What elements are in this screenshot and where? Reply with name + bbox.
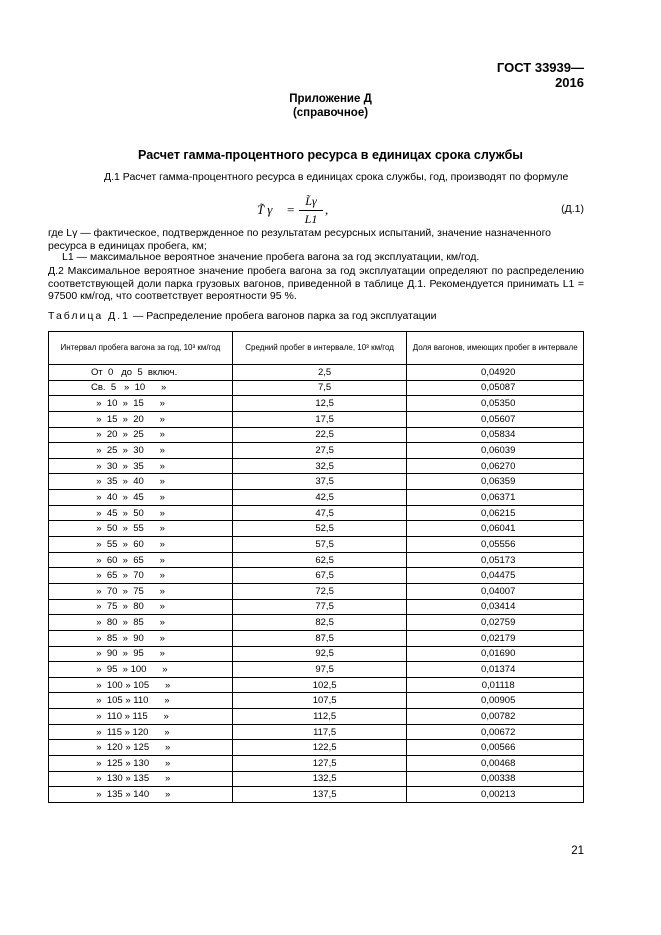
table-row — [49, 662, 584, 678]
table-row — [49, 443, 584, 459]
mean-mileage-cell: 132,5 — [232, 771, 407, 787]
share-cell: 0,00782 — [407, 709, 584, 725]
table-row — [49, 490, 584, 506]
mean-mileage-cell: 117,5 — [232, 724, 407, 740]
interval-cell: » 60 » 65 » — [49, 552, 233, 568]
mean-mileage-cell: 87,5 — [232, 630, 407, 646]
share-cell: 0,05556 — [407, 537, 584, 553]
mean-mileage-cell: 22,5 — [232, 427, 407, 443]
paragraph-d1: Д.1 Расчет гамма-процентного ресурса в единицах срока службы, год, производят по формуле — [104, 171, 569, 183]
interval-cell: » 35 » 40 » — [49, 474, 233, 490]
mean-mileage-cell: 82,5 — [232, 615, 407, 631]
interval-cell: » 135 » 140 » — [49, 787, 233, 803]
table-row — [49, 740, 584, 756]
share-cell: 0,00213 — [407, 787, 584, 803]
mean-mileage-cell: 17,5 — [232, 411, 407, 427]
mileage-distribution-table — [48, 331, 584, 803]
mean-mileage-cell: 112,5 — [232, 709, 407, 725]
table-caption — [48, 310, 584, 322]
share-cell: 0,00672 — [407, 724, 584, 740]
table-row — [49, 599, 584, 615]
formula-d1 — [257, 194, 347, 228]
table-row — [49, 646, 584, 662]
share-cell: 0,04007 — [407, 583, 584, 599]
interval-cell: От 0 до 5 включ. — [49, 365, 233, 381]
share-cell: 0,05350 — [407, 396, 584, 412]
table-row — [49, 787, 584, 803]
formula-number: (Д.1) — [561, 203, 584, 215]
share-cell: 0,03414 — [407, 599, 584, 615]
document-code: ГОСТ 33939—2016 — [496, 60, 584, 90]
mean-mileage-cell: 127,5 — [232, 756, 407, 772]
page-number: 21 — [571, 845, 584, 857]
share-cell: 0,01118 — [407, 677, 584, 693]
table-row — [49, 521, 584, 537]
interval-cell: » 105 » 110 » — [49, 693, 233, 709]
mean-mileage-cell: 42,5 — [232, 490, 407, 506]
interval-cell: » 15 » 20 » — [49, 411, 233, 427]
interval-cell: » 65 » 70 » — [49, 568, 233, 584]
table-row — [49, 709, 584, 725]
table-row — [49, 724, 584, 740]
mean-mileage-cell: 92,5 — [232, 646, 407, 662]
table-row — [49, 771, 584, 787]
interval-cell: » 85 » 90 » — [49, 630, 233, 646]
mean-mileage-cell: 107,5 — [232, 693, 407, 709]
share-cell: 0,06039 — [407, 443, 584, 459]
formula-end: , — [325, 202, 329, 217]
mean-mileage-cell: 137,5 — [232, 787, 407, 803]
interval-cell: » 40 » 45 » — [49, 490, 233, 506]
formula-lhs: T̃ γ — [257, 202, 273, 217]
mean-mileage-cell: 7,5 — [232, 380, 407, 396]
table-row — [49, 756, 584, 772]
mean-mileage-cell: 52,5 — [232, 521, 407, 537]
share-cell: 0,06215 — [407, 505, 584, 521]
interval-cell: » 125 » 130 » — [49, 756, 233, 772]
table-row — [49, 427, 584, 443]
mean-mileage-cell: 77,5 — [232, 599, 407, 615]
table-row — [49, 583, 584, 599]
share-cell: 0,05607 — [407, 411, 584, 427]
share-cell: 0,06359 — [407, 474, 584, 490]
interval-cell: » 45 » 50 » — [49, 505, 233, 521]
mean-mileage-cell: 12,5 — [232, 396, 407, 412]
fraction-bar — [299, 210, 323, 211]
share-cell: 0,02759 — [407, 615, 584, 631]
share-cell: 0,05834 — [407, 427, 584, 443]
mean-mileage-cell: 97,5 — [232, 662, 407, 678]
interval-cell: » 55 » 60 » — [49, 537, 233, 553]
share-cell: 0,00338 — [407, 771, 584, 787]
definition-l-gamma: где Lγ — фактическое, подтвержденное по результатам ресурсных испытаний, значение назначенного ресурса в единицах пробега, км; — [48, 227, 552, 252]
interval-cell: » 70 » 75 » — [49, 583, 233, 599]
mean-mileage-cell: 102,5 — [232, 677, 407, 693]
table-caption-text: — Распределение пробега вагонов парка за год эксплуатации — [129, 310, 437, 322]
share-cell: 0,05087 — [407, 380, 584, 396]
annex-title: Приложение Д — [289, 93, 372, 105]
section-heading: Расчет гамма-процентного ресурса в единицах срока службы — [138, 148, 523, 162]
paragraph-d2: Д.2 Максимальное вероятное значение пробега вагона за год эксплуатации определяют по распределению соответствующей доли парка грузовых вагонов, приведенной в таблице Д.1. Рекомендуется принимать L1 = 97500 км/год, что соответствует вероятности 95 %. — [48, 265, 584, 302]
mean-mileage-cell: 2,5 — [232, 365, 407, 381]
interval-cell: » 90 » 95 » — [49, 646, 233, 662]
mean-mileage-cell: 72,5 — [232, 583, 407, 599]
share-cell: 0,04920 — [407, 365, 584, 381]
formula-denominator: L1 — [304, 212, 318, 226]
column-header-mean-mileage: Средний пробег в интервале, 10³ км/год — [232, 332, 407, 365]
interval-cell: » 120 » 125 » — [49, 740, 233, 756]
table-row — [49, 537, 584, 553]
table-row — [49, 615, 584, 631]
mean-mileage-cell: 27,5 — [232, 443, 407, 459]
mean-mileage-cell: 122,5 — [232, 740, 407, 756]
interval-cell: » 20 » 25 » — [49, 427, 233, 443]
share-cell: 0,00905 — [407, 693, 584, 709]
share-cell: 0,01374 — [407, 662, 584, 678]
mean-mileage-cell: 37,5 — [232, 474, 407, 490]
formula-equals: = — [287, 202, 295, 217]
table-row — [49, 474, 584, 490]
share-cell: 0,05173 — [407, 552, 584, 568]
interval-cell: » 130 » 135 » — [49, 771, 233, 787]
table-row — [49, 380, 584, 396]
share-cell: 0,06270 — [407, 458, 584, 474]
interval-cell: » 30 » 35 » — [49, 458, 233, 474]
interval-cell: » 110 » 115 » — [49, 709, 233, 725]
interval-cell: » 100 » 105 » — [49, 677, 233, 693]
mean-mileage-cell: 32,5 — [232, 458, 407, 474]
mean-mileage-cell: 57,5 — [232, 537, 407, 553]
table-row — [49, 411, 584, 427]
share-cell: 0,00566 — [407, 740, 584, 756]
interval-cell: » 115 » 120 » — [49, 724, 233, 740]
definition-l1: L1 — максимальное вероятное значение пробега вагона за год эксплуатации, км/год. — [62, 251, 480, 263]
share-cell: 0,04475 — [407, 568, 584, 584]
formula-numerator: L̃γ — [305, 194, 317, 208]
mean-mileage-cell: 62,5 — [232, 552, 407, 568]
share-cell: 0,01690 — [407, 646, 584, 662]
interval-cell: » 95 » 100 » — [49, 662, 233, 678]
interval-cell: Св. 5 » 10 » — [49, 380, 233, 396]
share-cell: 0,02179 — [407, 630, 584, 646]
share-cell: 0,00468 — [407, 756, 584, 772]
table-row — [49, 677, 584, 693]
interval-cell: » 10 » 15 » — [49, 396, 233, 412]
table-row — [49, 568, 584, 584]
mean-mileage-cell: 67,5 — [232, 568, 407, 584]
mean-mileage-cell: 47,5 — [232, 505, 407, 521]
interval-cell: » 50 » 55 » — [49, 521, 233, 537]
annex-subtitle: (справочное) — [292, 107, 369, 119]
interval-cell: » 80 » 85 » — [49, 615, 233, 631]
interval-cell: » 25 » 30 » — [49, 443, 233, 459]
table-row — [49, 693, 584, 709]
table-row — [49, 365, 584, 381]
table-row — [49, 630, 584, 646]
column-header-interval: Интервал пробега вагона за год, 10³ км/год — [49, 332, 233, 365]
column-header-share: Доля вагонов, имеющих пробег в интервале — [407, 332, 584, 365]
table-caption-prefix: Таблица Д.1 — [48, 310, 130, 322]
table-row — [49, 396, 584, 412]
table-row — [49, 505, 584, 521]
table-header-row — [49, 332, 584, 365]
share-cell: 0,06371 — [407, 490, 584, 506]
interval-cell: » 75 » 80 » — [49, 599, 233, 615]
table-row — [49, 458, 584, 474]
share-cell: 0,06041 — [407, 521, 584, 537]
table-row — [49, 552, 584, 568]
